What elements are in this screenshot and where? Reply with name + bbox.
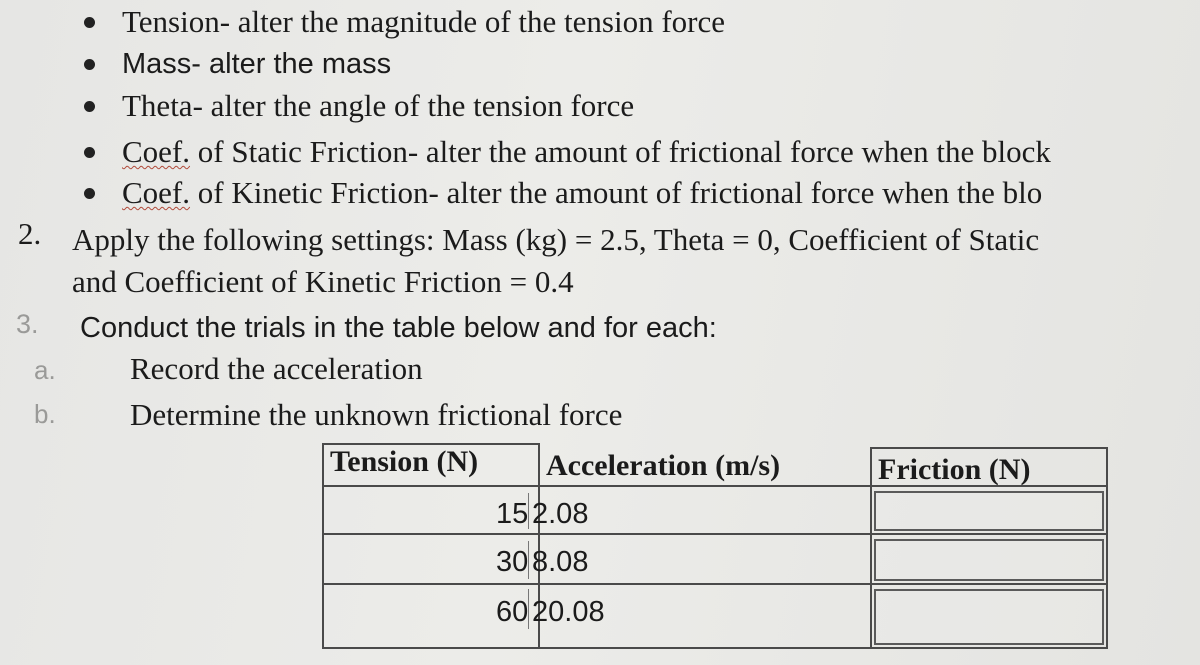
table-border <box>870 447 1108 449</box>
spellcheck-word: Coef. <box>122 175 191 210</box>
substep-text: Record the acceleration <box>130 351 423 386</box>
step-text-continued: and Coefficient of Kinetic Friction = 0.4 <box>72 264 574 299</box>
tension-cell: 30 <box>496 546 529 578</box>
bullet-dot <box>84 147 95 158</box>
bullet-text: Theta- alter the angle of the tension force <box>122 88 635 123</box>
step-number: 3. <box>16 309 39 339</box>
bullet-text-rest: of Kinetic Friction- alter the amount of frictional force when the blo <box>190 175 1043 210</box>
acceleration-cell: 20.08 <box>532 596 605 628</box>
bullet-text <box>122 134 1051 170</box>
cell-divider <box>528 541 529 579</box>
friction-input-cell[interactable] <box>874 539 1104 581</box>
friction-input-cell[interactable] <box>874 491 1104 531</box>
step-text: Conduct the trials in the table below and for each: <box>80 312 717 344</box>
table-border <box>322 583 1108 585</box>
bullet-text: Tension- alter the magnitude of the tension force <box>122 4 725 39</box>
bullet-text <box>122 175 1042 211</box>
table-border <box>870 447 872 649</box>
column-header: Friction (N) <box>878 453 1031 486</box>
bullet-dot <box>84 17 95 28</box>
spellcheck-word: Coef. <box>122 134 191 169</box>
table-border <box>322 647 1108 649</box>
table-border <box>322 533 1108 535</box>
step-number: 2. <box>18 216 42 251</box>
bullet-dot <box>84 59 95 70</box>
step-text: Apply the following settings: Mass (kg) = 2.5, Theta = 0, Coefficient of Static <box>72 222 1040 257</box>
cell-divider <box>528 493 529 529</box>
acceleration-cell: 2.08 <box>532 498 589 530</box>
tension-cell: 60 <box>496 596 529 628</box>
substep-letter: a. <box>34 355 56 385</box>
acceleration-cell: 8.08 <box>532 546 589 578</box>
cell-divider <box>528 589 529 629</box>
table-border <box>322 443 324 649</box>
bullet-text-rest: of Static Friction- alter the amount of frictional force when the block <box>190 134 1051 169</box>
column-header: Acceleration (m/s) <box>546 449 781 482</box>
substep-letter: b. <box>34 399 56 429</box>
bullet-dot <box>84 188 95 199</box>
substep-text: Determine the unknown frictional force <box>130 397 623 432</box>
column-header: Tension (N) <box>330 445 479 478</box>
friction-input-cell[interactable] <box>874 589 1104 645</box>
tension-cell: 15 <box>496 498 529 530</box>
bullet-dot <box>84 101 95 112</box>
bullet-text: Mass- alter the mass <box>122 48 392 80</box>
table-border <box>1106 447 1108 649</box>
data-table <box>322 443 1108 650</box>
